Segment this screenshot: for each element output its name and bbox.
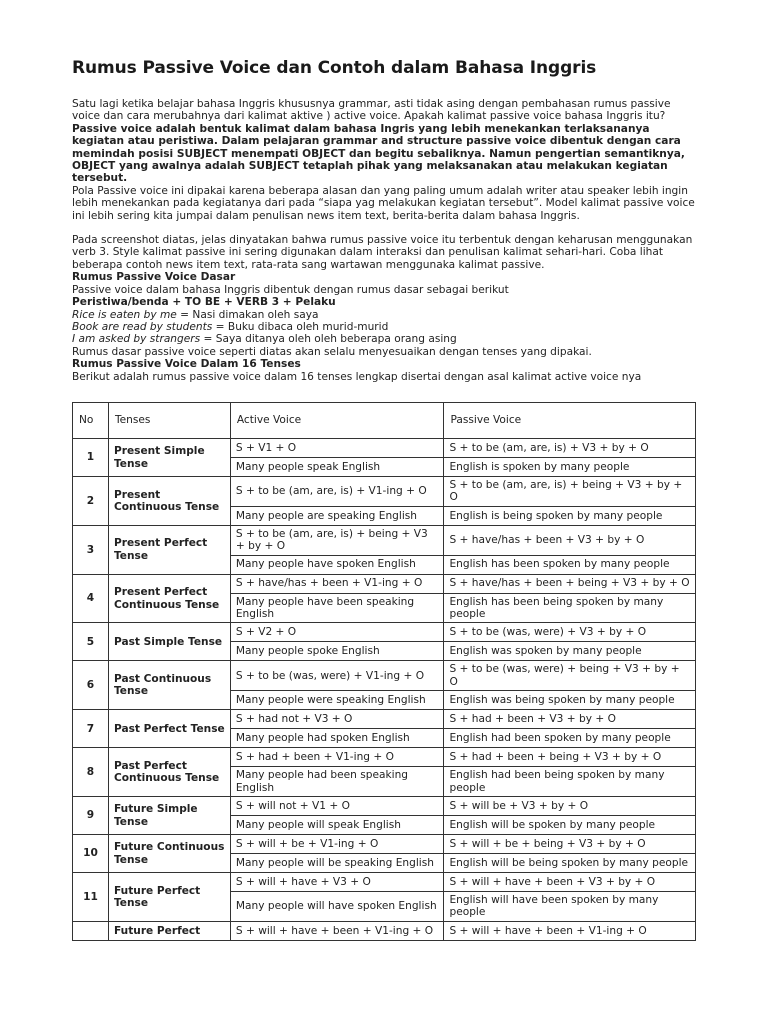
tense-name: Present Perfect Continuous Tense bbox=[108, 574, 230, 623]
usage-paragraph: Pola Passive voice ini dipakai karena beberapa alasan dan yang paling umum adalah writer atau speaker lebih ingin lebih menekankan pada kegiatanya dari pada “siapa yag melakukan kegiatan tersebut”. Model kalimat passive voice ini lebih sering kita jumpai dalam penulisan news item text, berita-berita dalam bahasa Inggris. bbox=[72, 184, 695, 222]
table-row bbox=[73, 710, 696, 729]
tense-name: Future Simple Tense bbox=[108, 797, 230, 835]
example-1 bbox=[72, 309, 696, 321]
example-1-id: = Nasi dimakan oleh saya bbox=[176, 308, 319, 321]
active-formula: S + have/has + been + V1-ing + O bbox=[230, 574, 444, 593]
active-example: Many people have spoken English bbox=[230, 555, 444, 574]
tense-name: Present Continuous Tense bbox=[108, 477, 230, 526]
active-formula: S + will + be + V1-ing + O bbox=[230, 835, 444, 854]
tense-name: Future Continuous Tense bbox=[108, 835, 230, 873]
active-example: Many people had been speaking English bbox=[230, 767, 444, 797]
passive-formula: S + have/has + been + being + V3 + by + O bbox=[444, 574, 696, 593]
passive-formula: S + will + have + been + V1-ing + O bbox=[444, 921, 696, 940]
table-row bbox=[73, 797, 696, 816]
passive-example: English is spoken by many people bbox=[444, 458, 696, 477]
passive-example: English will be being spoken by many people bbox=[444, 854, 696, 873]
table-intro: Berikut adalah rumus passive voice dalam 16 tenses lengkap disertai dengan asal kalimat active voice nya bbox=[72, 370, 642, 383]
active-formula: S + had not + V3 + O bbox=[230, 710, 444, 729]
active-formula: S + will not + V1 + O bbox=[230, 797, 444, 816]
passive-example: English has been being spoken by many people bbox=[444, 593, 696, 623]
header-passive-voice: Passive Voice bbox=[444, 403, 696, 439]
page-title: Rumus Passive Voice dan Contoh dalam Bahasa Inggris bbox=[72, 58, 597, 78]
table-row bbox=[73, 477, 696, 507]
table-row bbox=[73, 439, 696, 458]
passive-example: English will have been spoken by many people bbox=[444, 892, 696, 922]
table-row bbox=[73, 574, 696, 593]
tense-name: Past Perfect Continuous Tense bbox=[108, 748, 230, 797]
active-example: Many people have been speaking English bbox=[230, 593, 444, 623]
table-row bbox=[73, 835, 696, 854]
active-formula: S + V2 + O bbox=[230, 623, 444, 642]
active-example: Many people will have spoken English bbox=[230, 892, 444, 922]
tense-name: Past Perfect Tense bbox=[108, 710, 230, 748]
row-number bbox=[73, 921, 109, 940]
active-formula: S + to be (am, are, is) + V1-ing + O bbox=[230, 477, 444, 507]
active-formula: S + had + been + V1-ing + O bbox=[230, 748, 444, 767]
example-2-id: = Buku dibaca oleh murid-murid bbox=[212, 320, 389, 333]
example-3-en: I am asked by strangers bbox=[72, 333, 201, 346]
active-formula: S + will + have + been + V1-ing + O bbox=[230, 921, 444, 940]
passive-example: English had been being spoken by many people bbox=[444, 767, 696, 797]
tense-name: Past Simple Tense bbox=[108, 623, 230, 661]
basic-formula: Peristiwa/benda + TO BE + VERB 3 + Pelaku bbox=[72, 296, 336, 309]
row-number: 8 bbox=[73, 748, 109, 797]
intro-paragraph: Satu lagi ketika belajar bahasa Inggris khususnya grammar, asti tidak asing dengan pembahasan rumus passive voice dan cara merubahnya dari kalimat aktive ) active voice. Apakah kalimat passive voice bahasa Inggris itu? bbox=[72, 98, 671, 123]
passive-example: English will be spoken by many people bbox=[444, 816, 696, 835]
row-number: 3 bbox=[73, 525, 109, 574]
active-formula: S + will + have + V3 + O bbox=[230, 873, 444, 892]
row-number: 11 bbox=[73, 873, 109, 922]
passive-example: English is being spoken by many people bbox=[444, 506, 696, 525]
tense-name: Past Continuous Tense bbox=[108, 661, 230, 710]
passive-example: English was spoken by many people bbox=[444, 642, 696, 661]
active-formula: S + to be (was, were) + V1-ing + O bbox=[230, 661, 444, 691]
example-3 bbox=[72, 333, 696, 345]
passive-formula: S + have/has + been + V3 + by + O bbox=[444, 525, 696, 555]
passive-formula: S + will + have + been + V3 + by + O bbox=[444, 873, 696, 892]
table-body bbox=[73, 439, 696, 941]
row-number: 2 bbox=[73, 477, 109, 526]
table-row bbox=[73, 748, 696, 767]
tense-name: Future Perfect bbox=[108, 921, 230, 940]
passive-formula: S + had + been + V3 + by + O bbox=[444, 710, 696, 729]
table-header-row bbox=[73, 403, 696, 439]
active-example: Many people speak English bbox=[230, 458, 444, 477]
row-number: 4 bbox=[73, 574, 109, 623]
passive-formula: S + to be (was, were) + being + V3 + by + O bbox=[444, 661, 696, 691]
basic-intro: Passive voice dalam bahasa Inggris dibentuk dengan rumus dasar sebagai berikut bbox=[72, 283, 509, 296]
row-number: 6 bbox=[73, 661, 109, 710]
header-active-voice: Active Voice bbox=[230, 403, 444, 439]
row-number: 7 bbox=[73, 710, 109, 748]
passive-formula: S + will + be + being + V3 + by + O bbox=[444, 835, 696, 854]
passive-formula: S + to be (am, are, is) + V3 + by + O bbox=[444, 439, 696, 458]
passive-example: English was being spoken by many people bbox=[444, 691, 696, 710]
example-3-id: = Saya ditanya oleh oleh beberapa orang asing bbox=[200, 333, 457, 346]
row-number: 10 bbox=[73, 835, 109, 873]
row-number: 1 bbox=[73, 439, 109, 477]
passive-formula: S + to be (am, are, is) + being + V3 + by + O bbox=[444, 477, 696, 507]
passive-example: English had been spoken by many people bbox=[444, 729, 696, 748]
active-formula: S + V1 + O bbox=[230, 439, 444, 458]
example-1-en: Rice is eaten by me bbox=[72, 308, 177, 321]
active-example: Many people will speak English bbox=[230, 816, 444, 835]
table-row bbox=[73, 525, 696, 555]
tenses-table bbox=[72, 402, 696, 941]
table-row bbox=[73, 623, 696, 642]
active-example: Many people are speaking English bbox=[230, 506, 444, 525]
definition-paragraph: Passive voice adalah bentuk kalimat dalam bahasa Ingris yang lebih menekankan terlaksananya kegiatan atau peristiwa. Dalam pelajaran grammar and structure passive voice dibentuk dengan cara memindah posisi SUBJECT menempati OBJECT dan begitu sebaliknya. Namun pengertian semantiknya, OBJECT yang awalnya adalah SUBJECT tetaplah pihak yang melaksanakan atau melakukan kegiatan tersebut. bbox=[72, 122, 685, 185]
table-row-partial bbox=[73, 921, 696, 940]
active-example: Many people had spoken English bbox=[230, 729, 444, 748]
example-2 bbox=[72, 321, 696, 333]
example-2-en: Book are read by students bbox=[72, 320, 213, 333]
passive-formula: S + will be + V3 + by + O bbox=[444, 797, 696, 816]
row-number: 5 bbox=[73, 623, 109, 661]
header-tenses: Tenses bbox=[108, 403, 230, 439]
document-page bbox=[72, 58, 696, 383]
basic-heading: Rumus Passive Voice Dasar bbox=[72, 271, 236, 284]
active-example: Many people spoke English bbox=[230, 642, 444, 661]
active-example: Many people will be speaking English bbox=[230, 854, 444, 873]
passive-formula: S + to be (was, were) + V3 + by + O bbox=[444, 623, 696, 642]
table-row bbox=[73, 661, 696, 691]
screenshot-note-paragraph: Pada screenshot diatas, jelas dinyatakan bahwa rumus passive voice itu terbentuk dengan keharusan menggunakan verb 3. Style kalimat passive ini sering digunakan dalam interaksi dan penulisan kalimat sehari-hari. Coba lihat beberapa contoh news item text, rata-rata sang wartawan menggunaka kalimat passive. bbox=[72, 234, 693, 271]
table-heading: Rumus Passive Voice Dalam 16 Tenses bbox=[72, 358, 301, 371]
tense-name: Present Perfect Tense bbox=[108, 525, 230, 574]
row-number: 9 bbox=[73, 797, 109, 835]
passive-formula: S + had + been + being + V3 + by + O bbox=[444, 748, 696, 767]
passive-example: English has been spoken by many people bbox=[444, 555, 696, 574]
header-no: No bbox=[73, 403, 109, 439]
active-example: Many people were speaking English bbox=[230, 691, 444, 710]
basic-note: Rumus dasar passive voice seperti diatas akan selalu menyesuaikan dengan tenses yang dipakai. bbox=[72, 345, 592, 358]
tense-name: Present Simple Tense bbox=[108, 439, 230, 477]
tense-name: Future Perfect Tense bbox=[108, 873, 230, 922]
table-row bbox=[73, 873, 696, 892]
active-formula: S + to be (am, are, is) + being + V3 + by + O bbox=[230, 525, 444, 555]
